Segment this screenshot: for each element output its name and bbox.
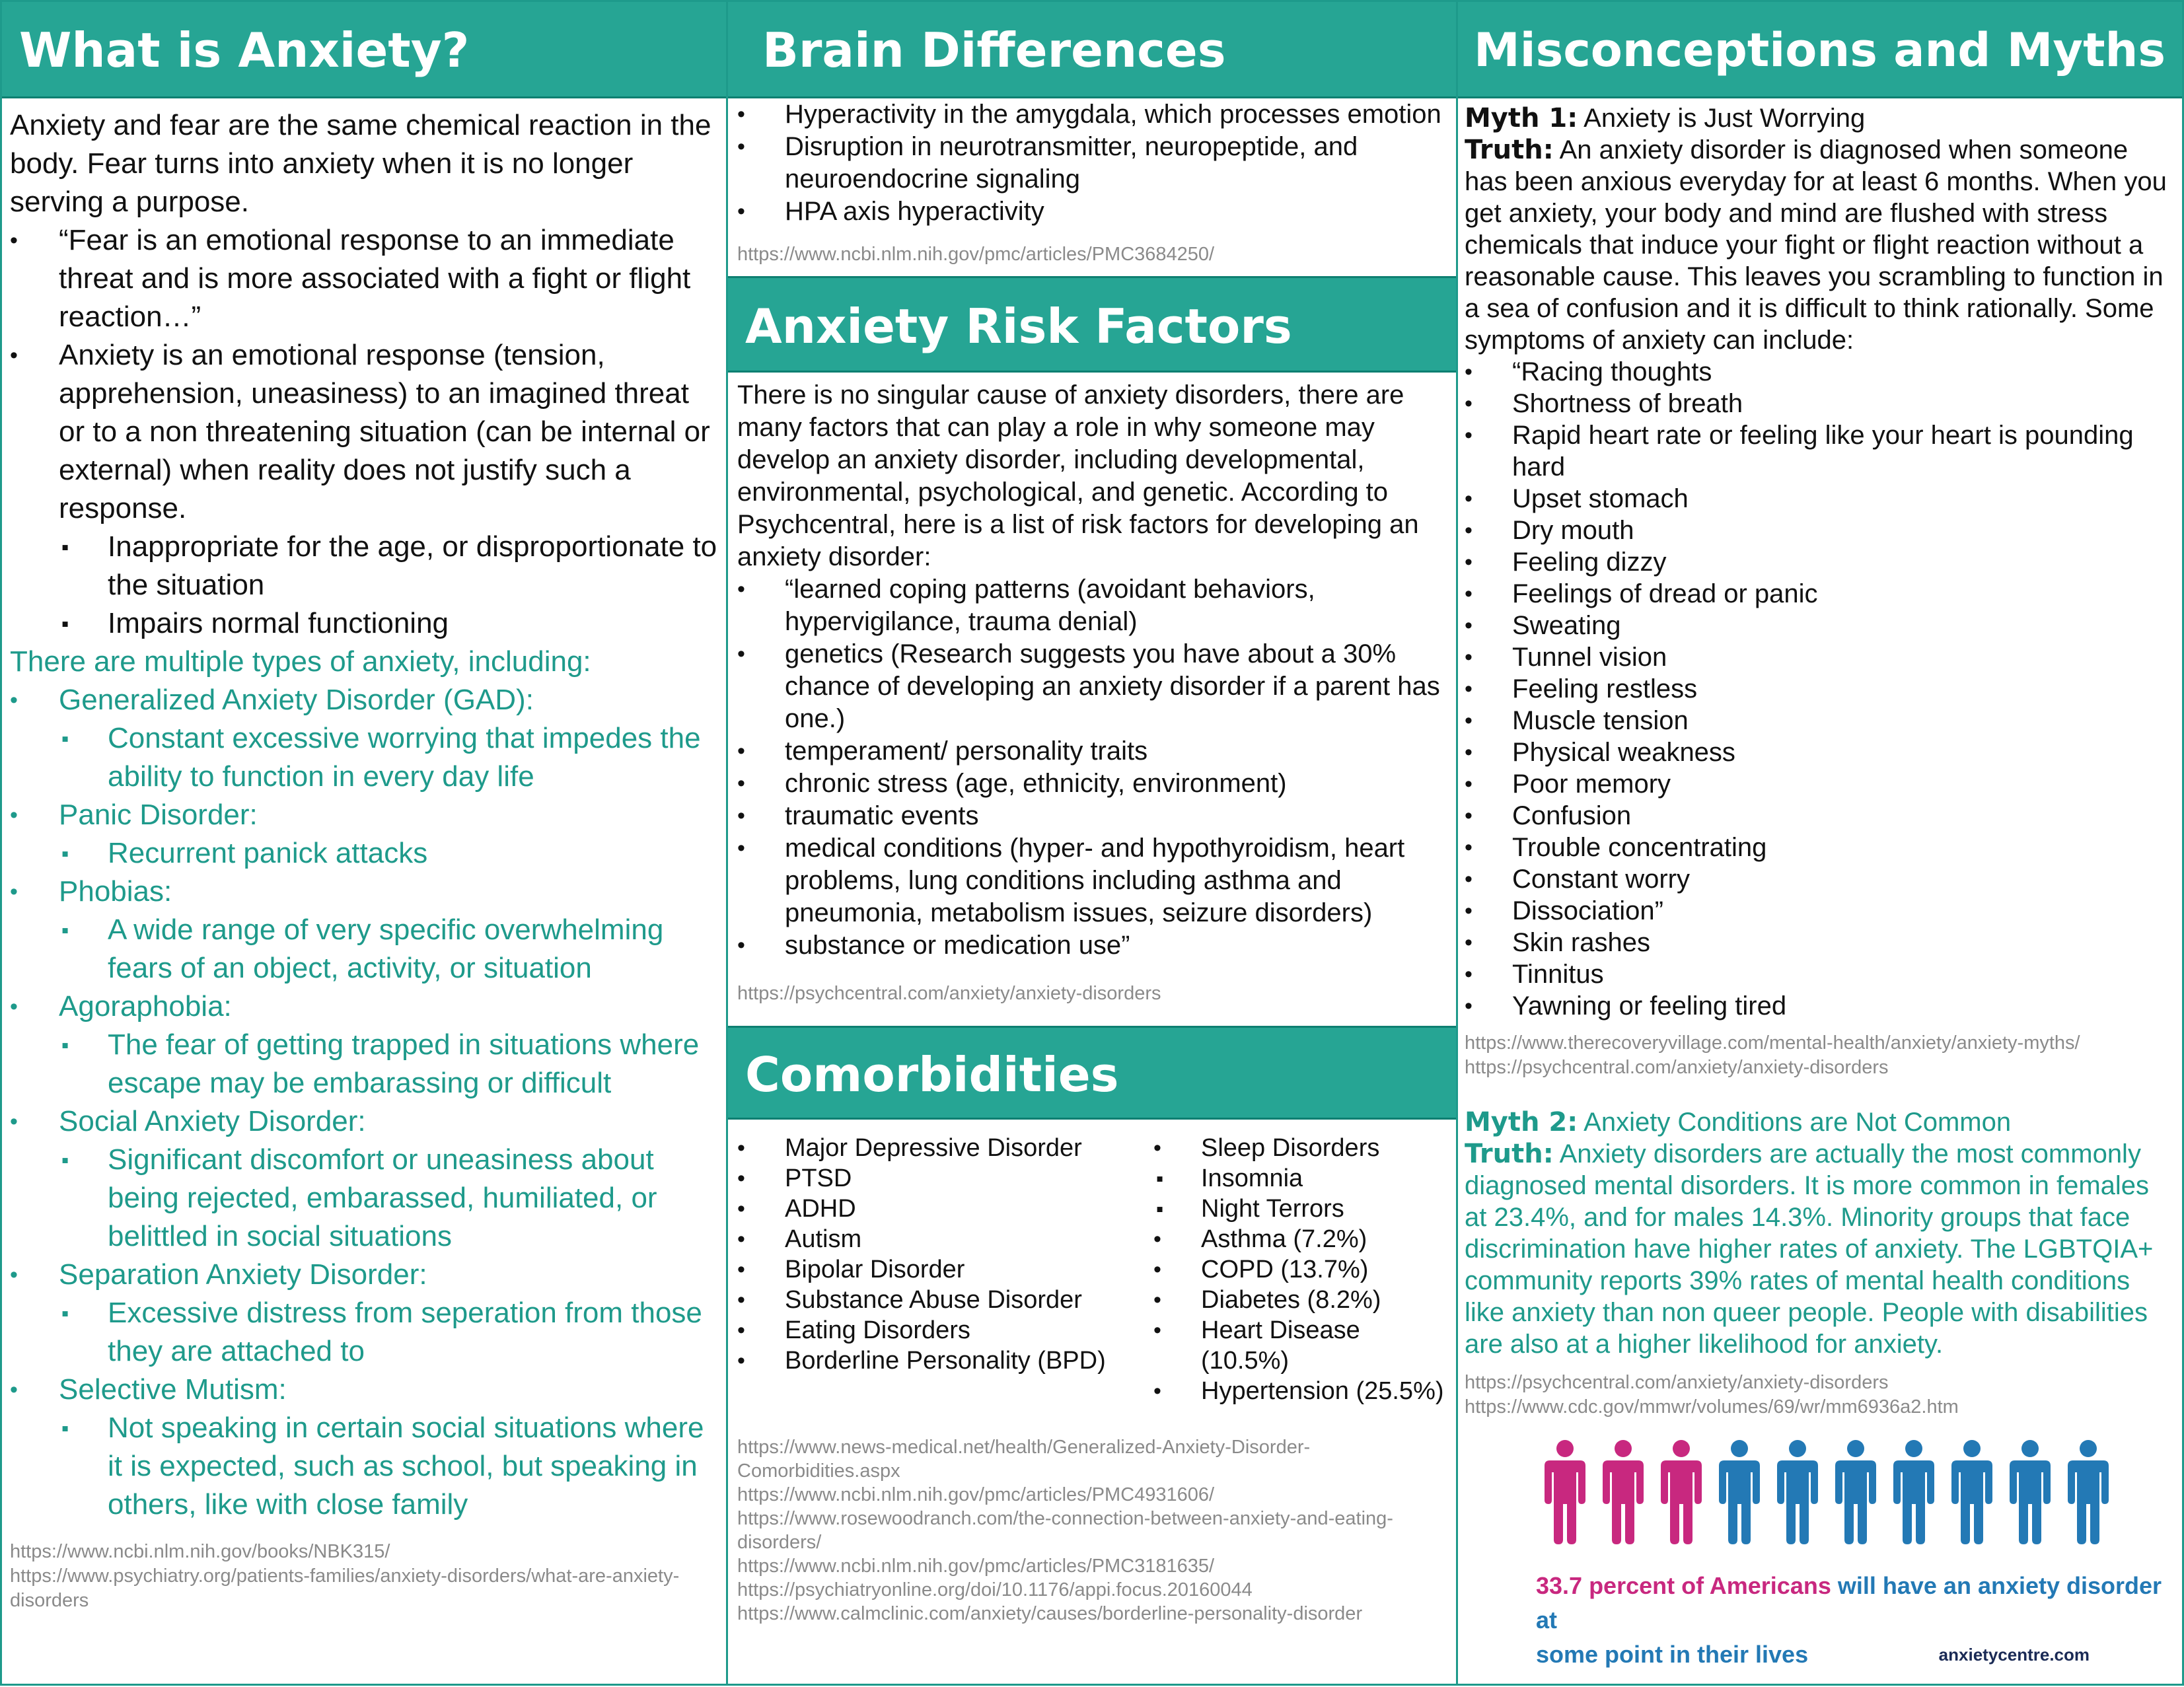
list-item: • Dry mouth bbox=[1465, 515, 2175, 546]
list-item: • genetics (Research suggests you have about a 30% chance of developing an anxiety disorder if a parent has one.) bbox=[737, 638, 1447, 735]
comorbidities-right-list-more bbox=[1153, 1224, 1447, 1406]
list-item: • Upset stomach bbox=[1465, 483, 2175, 515]
criteria-sublist bbox=[59, 528, 719, 643]
anxiety-type-sublist bbox=[59, 1409, 719, 1524]
anxiety-type-block bbox=[10, 873, 719, 911]
anxiety-type-description: ▪ Recurrent panick attacks bbox=[59, 834, 719, 873]
list-item: • Hypertension (25.5%) bbox=[1153, 1376, 1447, 1406]
person-icon bbox=[1542, 1439, 1588, 1545]
section-title: What is Anxiety? bbox=[2, 2, 726, 98]
risk-source: https://psychcentral.com/anxiety/anxiety-disorders bbox=[737, 983, 1161, 1004]
list-item: • substance or medication use” bbox=[737, 929, 1447, 962]
list-item: • Sleep Disorders bbox=[1153, 1133, 1447, 1163]
anxiety-type-name: • Generalized Anxiety Disorder (GAD): bbox=[10, 681, 719, 719]
anxiety-type-block bbox=[10, 1256, 719, 1294]
anxiety-type-name: • Selective Mutism: bbox=[10, 1371, 719, 1409]
truth1-label: Truth: bbox=[1465, 135, 1554, 165]
person-icon bbox=[1716, 1439, 1763, 1545]
list-item: • Hyperactivity in the amygdala, which processes emotion bbox=[737, 98, 1447, 131]
truth2 bbox=[1465, 1138, 2175, 1360]
person-icon bbox=[1891, 1439, 1937, 1545]
truth1-text: An anxiety disorder is diagnosed when someone has been anxious everyday for at least 6 months. When you get anxiety, your body and mind are flushed with stress chemicals that induce your fight or flight reaction without a reasonable cause. This leaves you scrambling to function in a sea of confusion and it is difficult to think rationally. Some symptoms of anxiety can include: bbox=[1465, 135, 2167, 355]
comorbidities-columns bbox=[737, 1133, 1447, 1406]
anxiety-definition-list bbox=[10, 221, 719, 528]
list-item: • Disruption in neurotransmitter, neuropeptide, and neuroendocrine signaling bbox=[737, 131, 1447, 196]
list-item: • Physical weakness bbox=[1465, 736, 2175, 768]
list-item: • Anxiety is an emotional response (tension, apprehension, uneasiness) to an imagined threat or to a non threatening situation (can be internal or external) when reality does not justify such a response. bbox=[10, 336, 719, 528]
list-item: • Feeling dizzy bbox=[1465, 546, 2175, 578]
anxiety-type-name: • Panic Disorder: bbox=[10, 796, 719, 834]
myth2-label: Myth 2: bbox=[1465, 1107, 1578, 1137]
anxiety-type-name: • Agoraphobia: bbox=[10, 987, 719, 1026]
list-item: ▪ Insomnia bbox=[1153, 1163, 1447, 1194]
misconceptions-title: Misconceptions and Myths bbox=[1458, 2, 2182, 98]
myth1-sources: https://www.therecoveryvillage.com/mental-health/anxiety/anxiety-myths/ https://psychcentral.com/anxiety/anxiety-disorders bbox=[1465, 1032, 2080, 1078]
comorbidities-right-column bbox=[1153, 1133, 1447, 1406]
what-is-anxiety-panel bbox=[0, 0, 728, 1686]
statistic-graphic bbox=[1465, 1439, 2175, 1672]
anxiety-type-sublist bbox=[59, 1294, 719, 1371]
comorbidities-right-list bbox=[1153, 1133, 1447, 1163]
comorbidities-title: Comorbidities bbox=[728, 1026, 1456, 1120]
misconceptions-body bbox=[1458, 98, 2182, 1672]
anxiety-type-name: • Separation Anxiety Disorder: bbox=[10, 1256, 719, 1294]
list-item: • Yawning or feeling tired bbox=[1465, 990, 2175, 1022]
truth1 bbox=[1465, 134, 2175, 356]
comorbidities-sources: https://www.news-medical.net/health/Generalized-Anxiety-Disorder-Comorbidities.aspx https://www.ncbi.nlm.nih.gov/pmc/articles/PMC4931606/ https://www.rosewoodranch.com/the-connection-between-anxiety-and-eating-disorders/ https://www.ncbi.nlm.nih.gov/pmc/articles/PMC3181635/ https://psychiatryonline.org/doi/10.1176/appi.focus.20160044 https://www.calmclinic.com/anxiety/causes/borderline-personality-disorder bbox=[737, 1437, 1393, 1624]
anxiety-type-block bbox=[10, 1371, 719, 1409]
myth2-sources: https://psychcentral.com/anxiety/anxiety-disorders https://www.cdc.gov/mmwr/volumes/69/wr/mm6936a2.htm bbox=[1465, 1372, 1959, 1418]
anxiety-types-list bbox=[10, 681, 719, 1524]
person-icon bbox=[1774, 1439, 1821, 1545]
list-item: • ADHD bbox=[737, 1194, 1153, 1224]
section-body bbox=[2, 98, 726, 1613]
brain-differences-body bbox=[728, 98, 1456, 267]
person-icon bbox=[1949, 1439, 1995, 1545]
list-item: • Constant worry bbox=[1465, 863, 2175, 895]
person-icon bbox=[2065, 1439, 2111, 1545]
brain-risk-comorbidities-panel bbox=[728, 0, 1456, 1686]
risk-factors-title: Anxiety Risk Factors bbox=[728, 276, 1456, 373]
risk-factors-list bbox=[737, 573, 1447, 962]
statistic-text-1: will have an anxiety disorder at bbox=[1536, 1572, 2162, 1633]
person-icon bbox=[2007, 1439, 2053, 1545]
anxiety-type-sublist bbox=[59, 719, 719, 796]
anxiety-type-description: ▪ Not speaking in certain social situations where it is expected, such as school, but speaking in others, like with close family bbox=[59, 1409, 719, 1524]
list-item: • Asthma (7.2%) bbox=[1153, 1224, 1447, 1254]
anxiety-type-block bbox=[10, 987, 719, 1026]
intro-text: Anxiety and fear are the same chemical reaction in the body. Fear turns into anxiety when it is no longer serving a purpose. bbox=[10, 109, 711, 218]
list-item: • temperament/ personality traits bbox=[737, 735, 1447, 768]
anxiety-type-block bbox=[10, 681, 719, 719]
list-item: ▪ Inappropriate for the age, or disproportionate to the situation bbox=[59, 528, 719, 604]
risk-intro: There is no singular cause of anxiety disorders, there are many factors that can play a role in why someone may develop an anxiety disorder, including developmental, environmental, psychological, and genetic. According to Psychcentral, here is a list of risk factors for developing an anxiety disorder: bbox=[737, 380, 1419, 571]
list-item: • PTSD bbox=[737, 1163, 1153, 1194]
anxiety-type-description: ▪ The fear of getting trapped in situations where escape may be embarassing or difficult bbox=[59, 1026, 719, 1102]
sleep-disorders-sublist bbox=[1153, 1163, 1447, 1224]
list-item: • Feeling restless bbox=[1465, 673, 2175, 705]
myth1-label: Myth 1: bbox=[1465, 103, 1578, 133]
list-item: • “learned coping patterns (avoidant behaviors, hypervigilance, trauma denial) bbox=[737, 573, 1447, 638]
statistic-caption bbox=[1536, 1569, 2175, 1672]
list-item: • Dissociation” bbox=[1465, 895, 2175, 927]
anxietycentre-logo: anxietycentre.com bbox=[1938, 1645, 2090, 1665]
list-item: • Shortness of breath bbox=[1465, 388, 2175, 419]
list-item: ▪ Impairs normal functioning bbox=[59, 604, 719, 643]
anxiety-type-description: ▪ A wide range of very specific overwhelming fears of an object, activity, or situation bbox=[59, 911, 719, 987]
list-item: • Major Depressive Disorder bbox=[737, 1133, 1153, 1163]
anxiety-type-description: ▪ Excessive distress from seperation from those they are attached to bbox=[59, 1294, 719, 1371]
anxiety-type-description: ▪ Significant discomfort or uneasiness about being rejected, embarassed, humiliated, or belittled in social situations bbox=[59, 1141, 719, 1256]
misconceptions-panel bbox=[1456, 0, 2184, 1686]
brain-differences-list bbox=[737, 98, 1447, 228]
anxiety-type-name: • Social Anxiety Disorder: bbox=[10, 1102, 719, 1141]
list-item: • Tinnitus bbox=[1465, 958, 2175, 990]
comorbidities-left-list bbox=[737, 1133, 1153, 1406]
statistic-text-2: some point in their lives bbox=[1536, 1641, 1809, 1668]
list-item: • Tunnel vision bbox=[1465, 641, 2175, 673]
list-item: • traumatic events bbox=[737, 800, 1447, 832]
myth2-text: Anxiety Conditions are Not Common bbox=[1578, 1108, 2012, 1137]
list-item: • Sweating bbox=[1465, 610, 2175, 641]
anxiety-type-block bbox=[10, 1102, 719, 1141]
list-item: • Poor memory bbox=[1465, 768, 2175, 800]
sources-text: https://www.ncbi.nlm.nih.gov/books/NBK315/ https://www.psychiatry.org/patients-families/anxiety-disorders/what-are-anxiety-disorders bbox=[10, 1541, 680, 1611]
types-heading: There are multiple types of anxiety, including: bbox=[10, 645, 591, 678]
list-item: • “Fear is an emotional response to an immediate threat and is more associated with a fight or flight reaction…” bbox=[10, 221, 719, 336]
list-item: • Diabetes (8.2%) bbox=[1153, 1285, 1447, 1315]
people-pictogram bbox=[1536, 1439, 2175, 1552]
list-item: • HPA axis hyperactivity bbox=[737, 196, 1447, 228]
symptoms-list bbox=[1465, 356, 2175, 1022]
list-item: • Substance Abuse Disorder bbox=[737, 1285, 1153, 1315]
truth2-text: Anxiety disorders are actually the most commonly diagnosed mental disorders. It is more common in females at 23.4%, and for males 14.3%. Minority groups that face discrimination have higher rates of anxiety. The LGBTQIA+ community reports 39% rates of mental health conditions like anxiety than non queer people. People with disabilities are also at a higher likelihood for anxiety. bbox=[1465, 1139, 2154, 1359]
list-item: • Eating Disorders bbox=[737, 1315, 1153, 1346]
anxiety-type-name: • Phobias: bbox=[10, 873, 719, 911]
person-icon bbox=[1600, 1439, 1646, 1545]
list-item: • COPD (13.7%) bbox=[1153, 1254, 1447, 1285]
list-item: • Heart Disease (10.5%) bbox=[1153, 1315, 1447, 1376]
myth1-text: Anxiety is Just Worrying bbox=[1578, 104, 1866, 133]
list-item: • Muscle tension bbox=[1465, 705, 2175, 736]
anxiety-type-block bbox=[10, 796, 719, 834]
anxiety-type-sublist bbox=[59, 911, 719, 987]
truth2-label: Truth: bbox=[1465, 1139, 1554, 1169]
brain-differences-title: Brain Differences bbox=[728, 2, 1456, 98]
brain-source: https://www.ncbi.nlm.nih.gov/pmc/articles/PMC3684250/ bbox=[737, 244, 1215, 265]
risk-factors-body bbox=[728, 373, 1456, 1006]
anxiety-type-sublist bbox=[59, 834, 719, 873]
list-item: • Skin rashes bbox=[1465, 927, 2175, 958]
myth2 bbox=[1465, 1106, 2175, 1138]
anxiety-type-sublist bbox=[59, 1141, 719, 1256]
person-icon bbox=[1658, 1439, 1704, 1545]
list-item: • Bipolar Disorder bbox=[737, 1254, 1153, 1285]
person-icon bbox=[1833, 1439, 1879, 1545]
list-item: • “Racing thoughts bbox=[1465, 356, 2175, 388]
list-item: • Autism bbox=[737, 1224, 1153, 1254]
list-item: • Trouble concentrating bbox=[1465, 832, 2175, 863]
list-item: • Rapid heart rate or feeling like your heart is pounding hard bbox=[1465, 419, 2175, 483]
list-item: • medical conditions (hyper- and hypothyroidism, heart problems, lung conditions including asthma and pneumonia, metabolism issues, seizure disorders) bbox=[737, 832, 1447, 929]
comorbidities-body bbox=[728, 1120, 1456, 1626]
list-item: ▪ Night Terrors bbox=[1153, 1194, 1447, 1224]
list-item: • chronic stress (age, ethnicity, environment) bbox=[737, 768, 1447, 800]
list-item: • Borderline Personality (BPD) bbox=[737, 1346, 1153, 1376]
statistic-highlight: 33.7 percent of Americans bbox=[1536, 1572, 1831, 1599]
anxiety-type-sublist bbox=[59, 1026, 719, 1102]
myth1 bbox=[1465, 102, 2175, 134]
list-item: • Confusion bbox=[1465, 800, 2175, 832]
list-item: • Feelings of dread or panic bbox=[1465, 578, 2175, 610]
anxiety-type-description: ▪ Constant excessive worrying that impedes the ability to function in every day life bbox=[59, 719, 719, 796]
